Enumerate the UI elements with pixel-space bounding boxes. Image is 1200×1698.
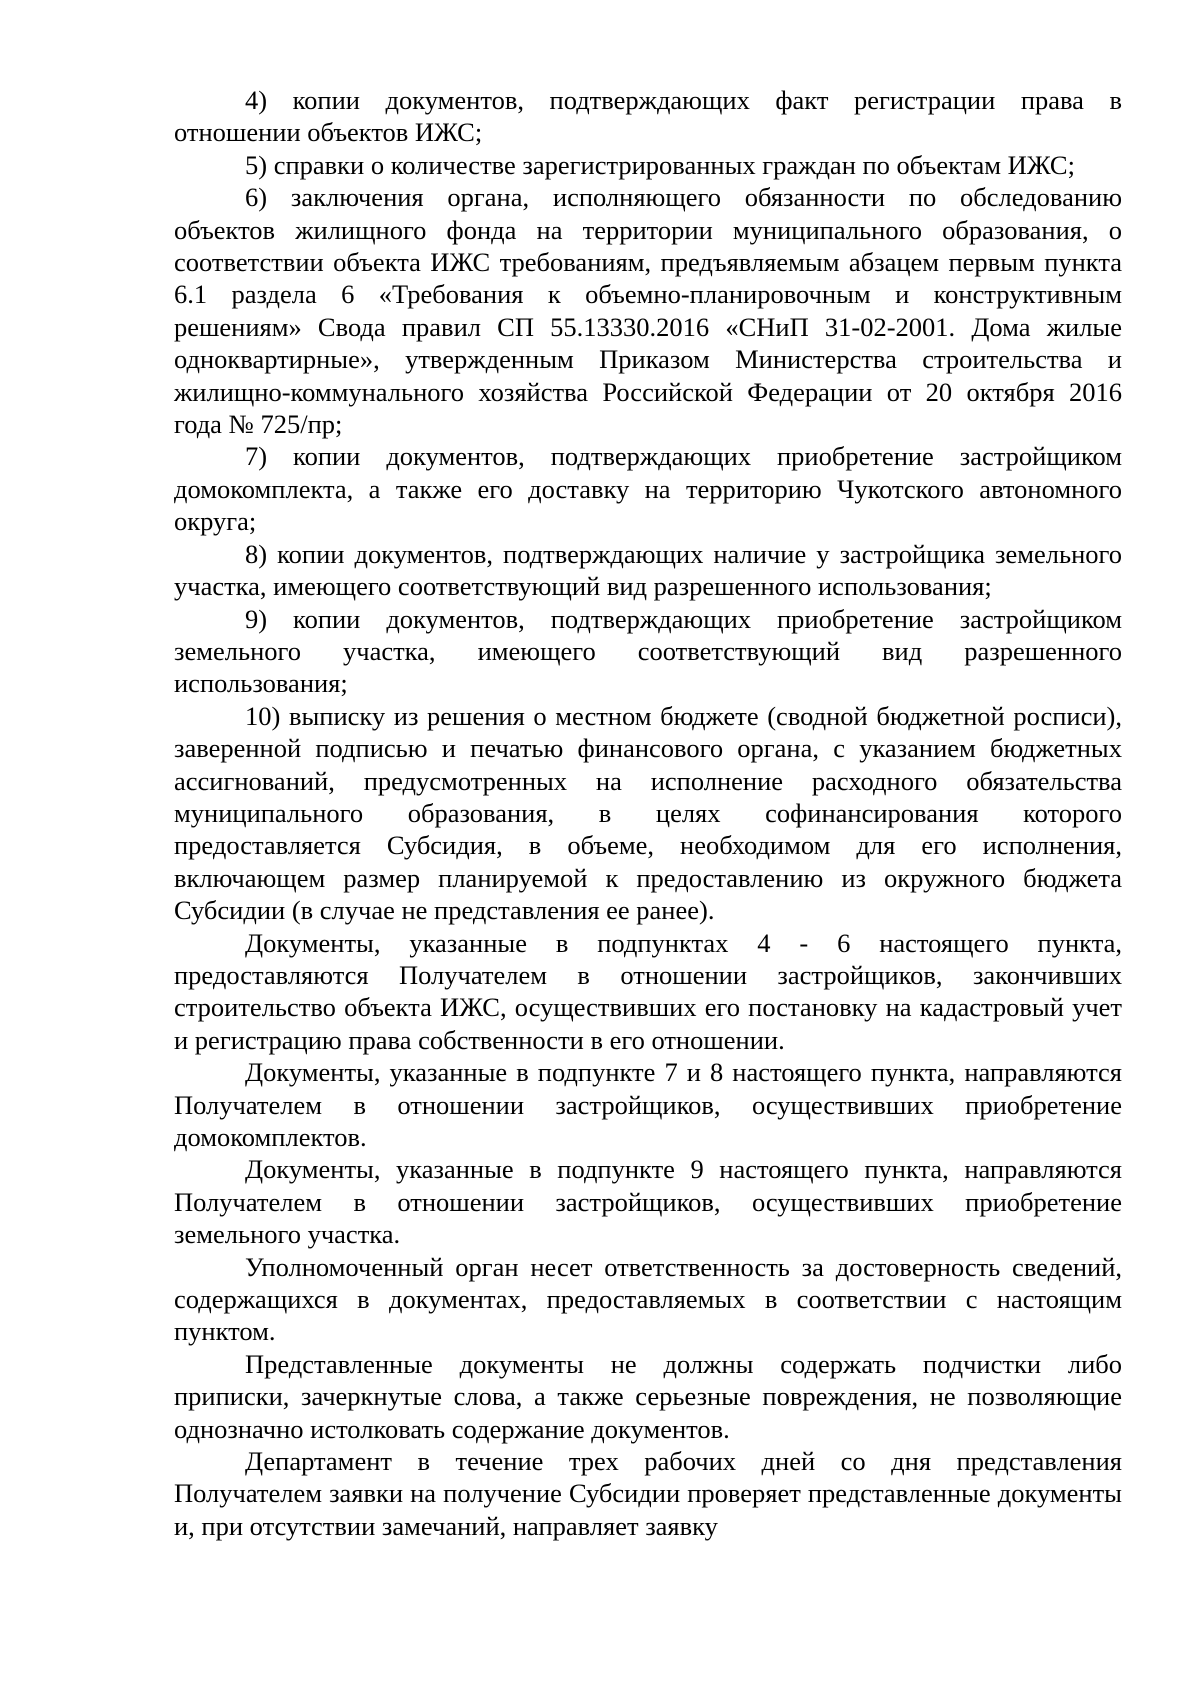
paragraph-item-10: 10) выписку из решения о местном бюджете (сводной бюджетной росписи), заверенной подписью и печатью финансового органа, с указанием бюджетных ассигнований, предусмотренных на исполнение расходного обязательства муниципального образования, в целях софинансирования которого предоставляется Субсидия, в объеме, необходимом для его исполнения, включающем размер планируемой к предоставлению из окружного бюджета Субсидии (в случае не представления ее ранее). (174, 700, 1122, 926)
paragraph-item-7: 7) копии документов, подтверждающих приобретение застройщиком домокомплекта, а также его доставку на территорию Чукотского автономного округа; (174, 441, 1122, 537)
paragraph-responsibility: Уполномоченный орган несет ответственность за достоверность сведений, содержащихся в документах, предоставляемых в соответствии с настоящим пунктом. (174, 1251, 1122, 1347)
paragraph-item-4: 4) копии документов, подтверждающих факт регистрации права в отношении объектов ИЖС; (174, 85, 1122, 148)
paragraph-item-9: 9) копии документов, подтверждающих приобретение застройщиком земельного участка, имеющего соответствующий вид разрешенного использования; (174, 603, 1122, 699)
paragraph-item-5: 5) справки о количестве зарегистрированных граждан по объектам ИЖС; (245, 149, 1075, 180)
paragraph-docs-7-8: Документы, указанные в подпункте 7 и 8 настоящего пункта, направляются Получателем в отношении застройщиков, осуществивших приобретение домокомплектов. (174, 1057, 1122, 1152)
paragraph-item-8: 8) копии документов, подтверждающих наличие у застройщика земельного участка, имеющего соответствующий вид разрешенного использования; (174, 538, 1122, 602)
paragraph-docs-9: Документы, указанные в подпункте 9 настоящего пункта, направляются Получателем в отношении застройщиков, осуществивших приобретение земельного участка. (174, 1154, 1122, 1250)
paragraph-docs-4-6: Документы, указанные в подпунктах 4 - 6 настоящего пункта, предоставляются Получателем в отношении застройщиков, закончивших строительство объекта ИЖС, осуществивших его постановку на кадастровый учет и регистрацию права собственности в его отношении. (174, 927, 1122, 1055)
document-page (174, 84, 1122, 1542)
paragraph-item-6: 6) заключения органа, исполняющего обязанности по обследованию объектов жилищного фонда на территории муниципального образования, о соответствии объекта ИЖС требованиям, предъявляемым абзацем первым пункта 6.1 раздела 6 «Требования к объемно-планировочным и конструктивным решениям» Свода правил СП 55.13330.2016 «СНиП 31-02-2001. Дома жилые одноквартирные», утвержденным Приказом Министерства строительства и жилищно-коммунального хозяйства Российской Федерации от 20 октября 2016 года № 725/пр; (174, 182, 1122, 440)
paragraph-department-review: Департамент в течение трех рабочих дней со дня представления Получателем заявки на получение Субсидии проверяет представленные документы и, при отсутствии замечаний, направляет заявку (174, 1446, 1122, 1541)
paragraph-requirements: Представленные документы не должны содержать подчистки либо приписки, зачеркнутые слова, а также серьезные повреждения, не позволяющие однозначно истолковать содержание документов. (174, 1348, 1122, 1444)
